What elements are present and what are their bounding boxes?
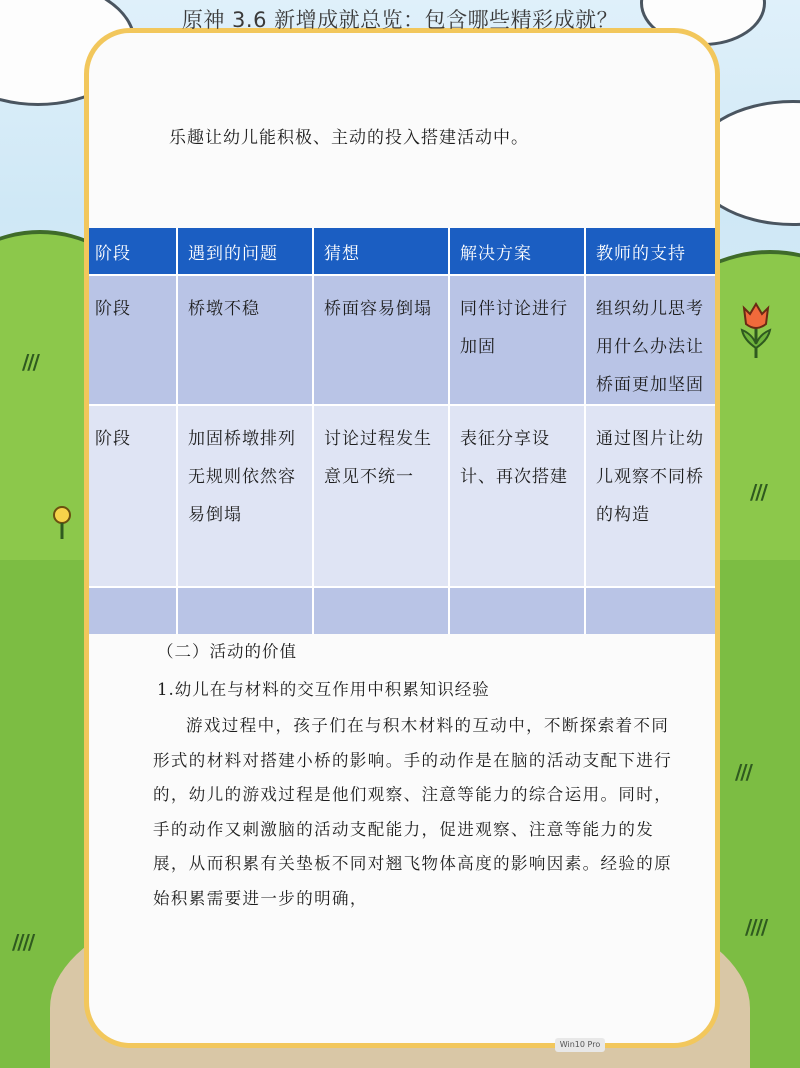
table-cell: [177, 587, 313, 634]
document-card: [84, 28, 720, 1048]
table-cell: [313, 587, 449, 634]
table-row: [85, 587, 720, 634]
table-cell: [85, 587, 177, 634]
flower-icon: [48, 505, 76, 541]
table-cell: 组织幼儿思考用什么办法让桥面更加坚固: [585, 275, 720, 405]
table-cell: 通过图片让幼儿观察不同桥的构造: [585, 405, 720, 587]
document-page: [89, 33, 715, 1043]
page-caption: 原神 3.6 新增成就总览：包含哪些精彩成就？: [181, 8, 619, 32]
tulip-icon: [738, 300, 774, 360]
grass-tuft: ///: [22, 350, 38, 374]
table-cell: 桥面容易倒塌: [313, 275, 449, 405]
table-cell: 同伴讨论进行加固: [449, 275, 585, 405]
watermark-badge: Win10 Pro: [555, 1038, 605, 1052]
table-cell: [585, 587, 720, 634]
lead-sentence: 乐趣让幼儿能积极、主动的投入搭建活动中。: [169, 128, 529, 148]
header-stage: 阶段: [85, 228, 177, 275]
table-cell: 表征分享设计、再次搭建: [449, 405, 585, 587]
body-paragraph: 游戏过程中，孩子们在与积木材料的互动中，不断探索着不同形式的材料对搭建小桥的影响。手的动作是在脑的活动支配下进行的，幼儿的游戏过程是他们观察、注意等能力的综合运用。同时，手的动作又刺激脑的活动支配能力，促进观察、注意等能力的发展，从而积累有关垫板不同对翘飞物体高度的影响因素。经验的原始积累需要进一步的明确，: [153, 716, 673, 908]
stage-table: [85, 228, 720, 634]
table-cell: [449, 587, 585, 634]
subsection-title: 1.幼儿在与材料的交互作用中积累知识经验: [157, 680, 490, 699]
table-cell: 加固桥墩排列无规则依然容易倒塌: [177, 405, 313, 587]
table-cell: 讨论过程发生意见不统一: [313, 405, 449, 587]
grass-tuft: ///: [735, 760, 751, 784]
header-solution: 解决方案: [449, 228, 585, 275]
header-teacher-support: 教师的支持: [585, 228, 720, 275]
table-header-row: [85, 228, 720, 275]
header-guess: 猜想: [313, 228, 449, 275]
table-cell: 阶段: [85, 275, 177, 405]
section-title: （二）活动的价值: [157, 642, 297, 661]
table-cell: 桥墩不稳: [177, 275, 313, 405]
grass-tuft: ////: [12, 930, 34, 954]
grass-tuft: ////: [745, 915, 767, 939]
grass-tuft: ///: [750, 480, 766, 504]
table-row: [85, 275, 720, 405]
table-cell: 阶段: [85, 405, 177, 587]
header-problem: 遇到的问题: [177, 228, 313, 275]
table-row: [85, 405, 720, 587]
